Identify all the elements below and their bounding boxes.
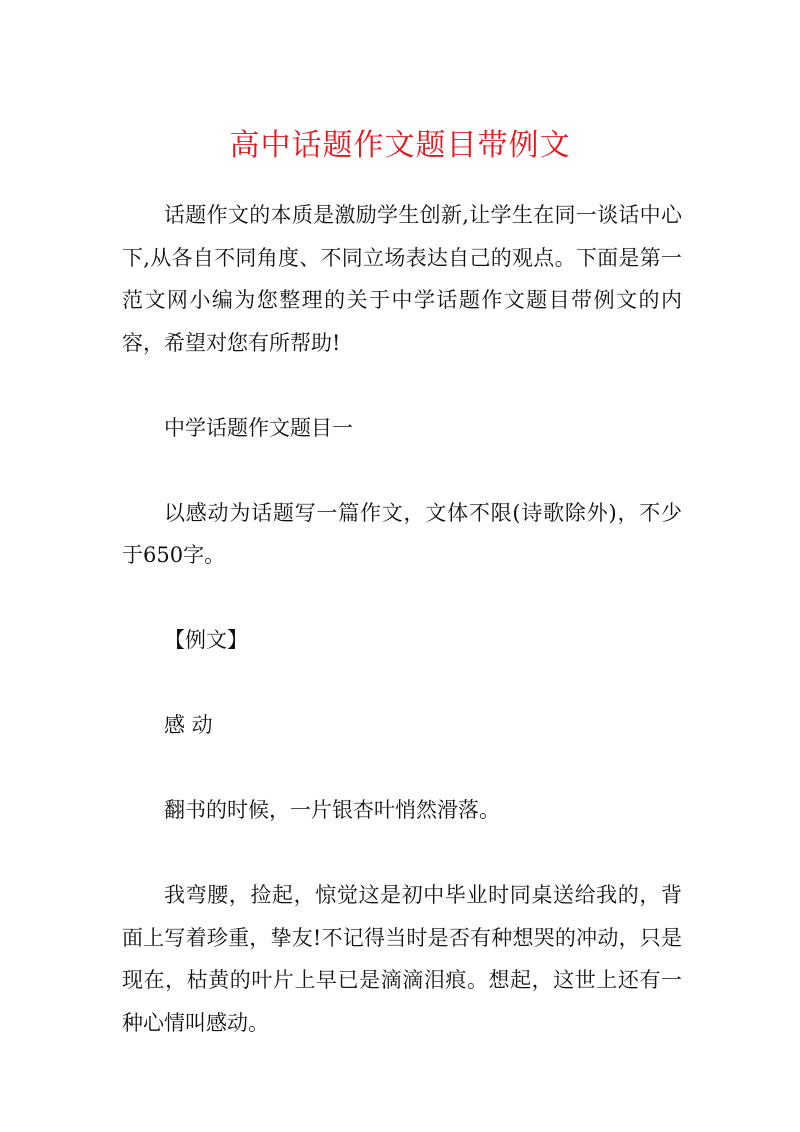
paragraph-spacer [122, 364, 682, 407]
example-label: 【例文】 [164, 628, 248, 652]
prompt-paragraph: 以感动为话题写一篇作文，文体不限(诗歌除外)，不少于650字。 [122, 500, 682, 567]
essay-paragraph-1: 翻书的时候，一片银杏叶悄然滑落。 [164, 798, 500, 822]
essay-title: 感 动 [164, 713, 213, 737]
paragraph-spacer [122, 449, 682, 492]
document-title: 高中话题作文题目带例文 [229, 128, 571, 163]
paragraph-spacer [122, 577, 682, 620]
paragraph-spacer [122, 832, 682, 875]
essay-paragraph-2: 我弯腰，捡起，惊觉这是初中毕业时同桌送给我的，背面上写着珍重，挚友!不记得当时是否有种想哭的冲动，只是现在，枯黄的叶片上早已是滴滴泪痕。想起，这世上还有一种心情叫感动。 [122, 883, 682, 1035]
section-heading: 中学话题作文题目一 [164, 415, 353, 440]
document-body [122, 194, 682, 1044]
paragraph-spacer [122, 662, 682, 705]
intro-paragraph: 话题作文的本质是激励学生创新,让学生在同一谈话中心下,从各自不同角度、不同立场表达自己的观点。下面是第一范文网小编为您整理的关于中学话题作文题目带例文的内容，希望对您有所帮助! [122, 203, 682, 355]
paragraph-spacer [122, 747, 682, 790]
